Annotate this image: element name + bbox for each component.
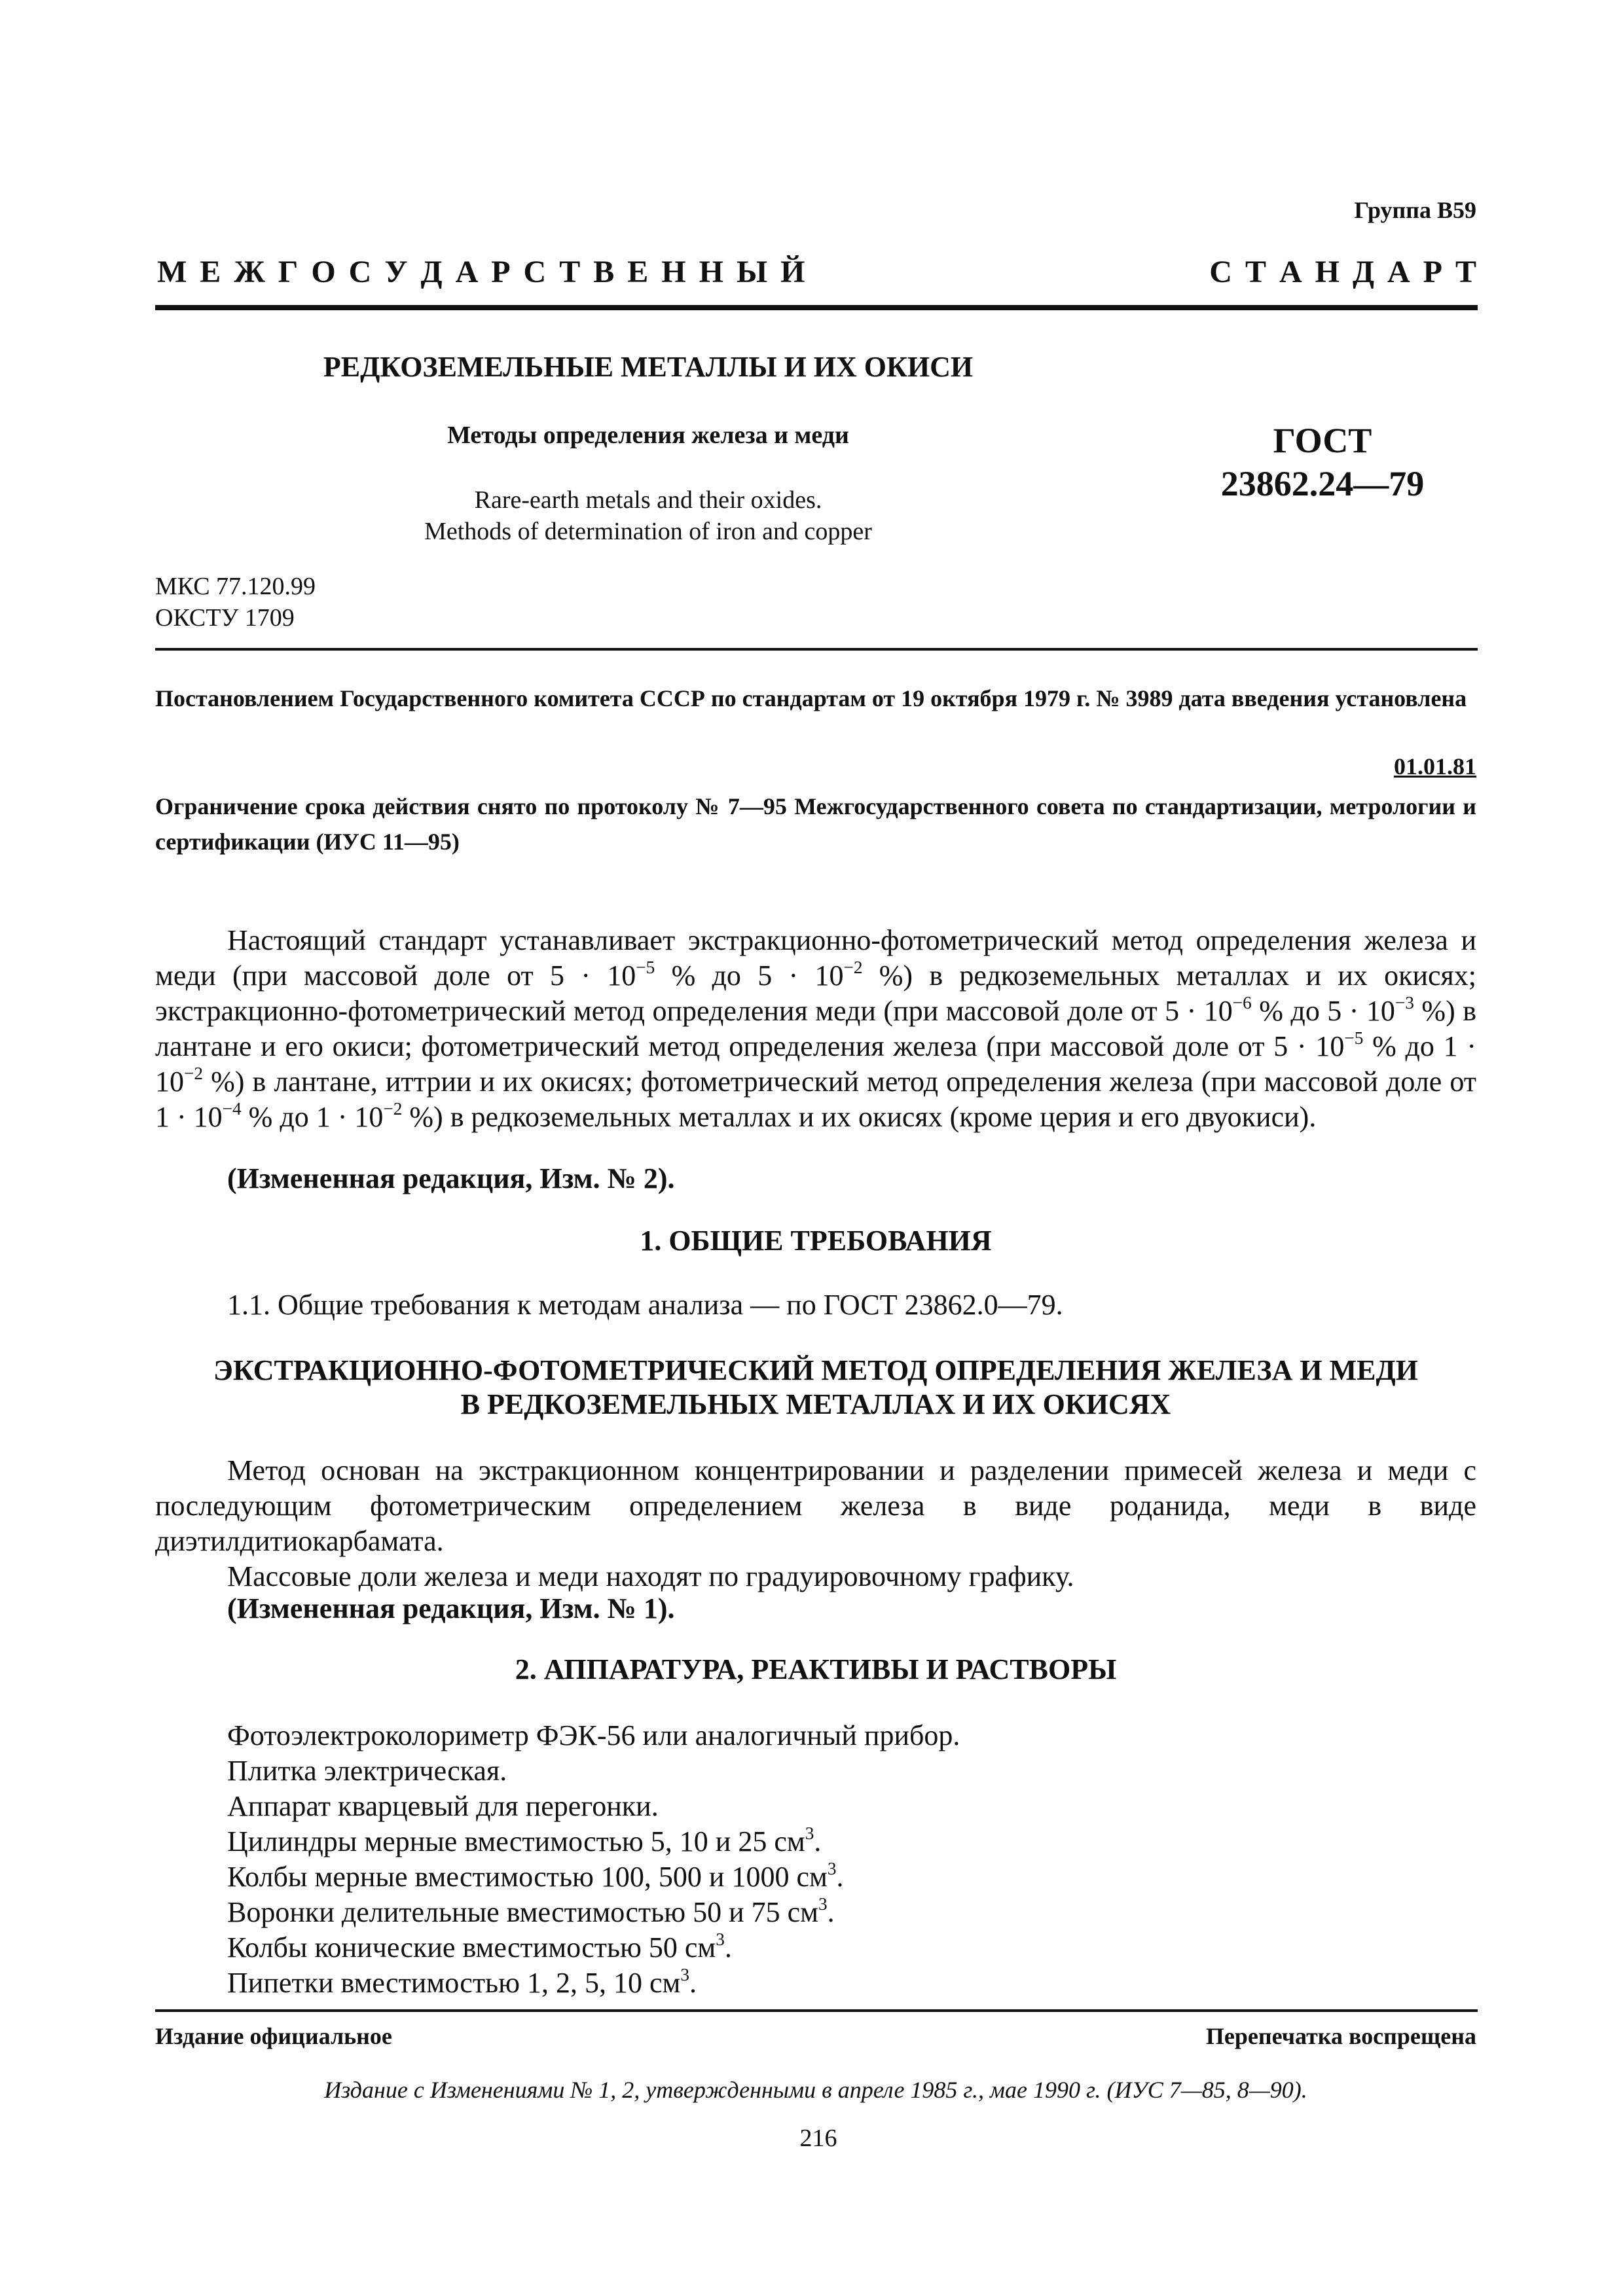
intro-exp-2: −2 bbox=[843, 957, 863, 977]
method-paragraph: Метод основан на экстракционном концентрировании и разделении примесей железа и меди с последующим фотометрическим определением железа в виде роданида, меди в виде диэтилдитиокарбамата. bbox=[155, 1454, 1476, 1557]
resolution-text: Постановлением Государственного комитета СССР по стандартам от 19 октября 1979 г. № 3989 дата введения установлена bbox=[155, 685, 1467, 711]
section1-text: 1.1. Общие требования к методам анализа — по ГОСТ 23862.0—79. bbox=[227, 1289, 1063, 1321]
list-item: Колбы мерные вместимостью 100, 500 и 1000 $см^3$. bbox=[227, 1858, 844, 1893]
intro-text-2: % до 5 · 10 bbox=[655, 960, 844, 992]
gost-number: 23862.24—79 bbox=[1220, 464, 1425, 503]
intro-text-1: Настоящий стандарт устанавливает экстракционно-фотометрический метод определения железа и меди (при массовой доле от 5 · 10 bbox=[155, 924, 1476, 992]
classification-codes bbox=[155, 571, 316, 634]
method-graph-note: Массовые доли железа и меди находят по градуировочному графику. bbox=[227, 1560, 1074, 1592]
intro-exp-7: −4 bbox=[222, 1098, 242, 1119]
list-item: Аппарат кварцевый для перегонки. bbox=[227, 1790, 659, 1822]
amendments-note: Издание с Изменениями № 1, 2, утвержденными в апреле 1985 г., мае 1990 г. (ИУС 7—85, 8—90). bbox=[324, 2077, 1307, 2103]
list-item: Колбы конические вместимостью 50 $см^3$. bbox=[227, 1929, 732, 1964]
intro-exp-3: −6 bbox=[1232, 992, 1252, 1013]
standard-type-row bbox=[157, 254, 1476, 290]
intro-exp-4: −3 bbox=[1395, 992, 1414, 1013]
list-item: Плитка электрическая. bbox=[227, 1755, 507, 1787]
introduction-date: 01.01.81 bbox=[1394, 753, 1476, 780]
mks-code: МКС 77.120.99 bbox=[155, 573, 316, 600]
okstu-code: ОКСТУ 1709 bbox=[155, 604, 295, 632]
section2-heading: 2. АППАРАТУРА, РЕАКТИВЫ И РАСТВОРЫ bbox=[515, 1653, 1117, 1685]
gost-label: ГОСТ bbox=[1273, 421, 1372, 460]
equipment-list bbox=[227, 1718, 960, 2001]
doc-subtitle-ru: Методы определения железа и меди bbox=[447, 422, 849, 449]
intro-text-9: %) в редкоземельных металлах и их окисях (кроме церия и его двуокиси). bbox=[402, 1101, 1317, 1133]
intro-text-8: % до 1 · 10 bbox=[241, 1101, 384, 1133]
method-heading bbox=[155, 1354, 1476, 1422]
intro-exp-1: −5 bbox=[636, 957, 655, 977]
group-code: Группа В59 bbox=[1354, 197, 1476, 223]
method-heading-line2: В РЕДКОЗЕМЕЛЬНЫХ МЕТАЛЛАХ И ИХ ОКИСЯХ bbox=[460, 1388, 1171, 1420]
intro-text-3: %) в редкоземельных металлах и их окисях; экстракционно-фотометрический метод определения меди (при массовой доле от 5 · 10 bbox=[155, 960, 1477, 1027]
page-number: 216 bbox=[799, 2125, 837, 2152]
section1-heading: 1. ОБЩИЕ ТРЕБОВАНИЯ bbox=[640, 1225, 992, 1257]
intro-text-4: % до 5 · 10 bbox=[1251, 995, 1395, 1027]
official-edition-label: Издание официальное bbox=[155, 2023, 392, 2049]
title-rule bbox=[155, 648, 1478, 651]
list-item: Пипетки вместимостью 1, 2, 5, 10 $см^3$. bbox=[227, 1964, 697, 1999]
list-item: Цилиндры мерные вместимостью 5, 10 и 25 $см^3$. bbox=[227, 1823, 822, 1857]
intro-edit-note: (Измененная редакция, Изм. № 2). bbox=[227, 1162, 675, 1194]
standard-type-left: М Е Ж Г О С У Д А Р С Т В Е Н Н Ы Й bbox=[157, 255, 805, 289]
gost-designation bbox=[1192, 419, 1453, 505]
intro-text-5: %) в лантане и его окиси; фотометрический метод определения железа (при массовой доле от 5 · 10 bbox=[155, 995, 1476, 1062]
limitation-text: Ограничение срока действия снято по протоколу № 7—95 Межгосударственного совета по стандартизации, метрологии и сертификации (ИУС 11—95) bbox=[155, 793, 1476, 855]
method-edit-note: (Измененная редакция, Изм. № 1). bbox=[227, 1592, 675, 1624]
method-heading-line1: ЭКСТРАКЦИОННО-ФОТОМЕТРИЧЕСКИЙ МЕТОД ОПРЕДЕЛЕНИЯ ЖЕЛЕЗА И МЕДИ bbox=[213, 1354, 1418, 1386]
doc-title-en bbox=[321, 484, 976, 547]
header-rule bbox=[155, 305, 1478, 310]
intro-paragraph bbox=[155, 923, 1476, 1135]
intro-text-6: % до 1 · 10 bbox=[155, 1030, 1476, 1098]
doc-title-en-line2: Methods of determination of iron and copper bbox=[424, 518, 872, 545]
intro-text-7: %) в лантане, иттрии и их окисях; фотометрический метод определения железа (при массовой доле от 1 · 10 bbox=[155, 1066, 1476, 1133]
standard-type-right: С Т А Н Д А Р Т bbox=[1209, 255, 1476, 289]
list-item: Воронки делительные вместимостью 50 и 75 $см^3$. bbox=[227, 1893, 835, 1928]
intro-exp-5: −5 bbox=[1344, 1028, 1364, 1048]
doc-title-en-line1: Rare-earth metals and their oxides. bbox=[474, 486, 822, 514]
list-item: Фотоэлектроколориметр ФЭК-56 или аналогичный прибор. bbox=[227, 1719, 960, 1751]
intro-exp-8: −2 bbox=[383, 1098, 403, 1119]
reprint-prohibited-label: Перепечатка воспрещена bbox=[1205, 2023, 1476, 2049]
footer-rule bbox=[155, 2009, 1478, 2012]
doc-title-ru: РЕДКОЗЕМЕЛЬНЫЕ МЕТАЛЛЫ И ИХ ОКИСИ bbox=[323, 351, 974, 383]
intro-exp-6: −2 bbox=[184, 1063, 204, 1083]
